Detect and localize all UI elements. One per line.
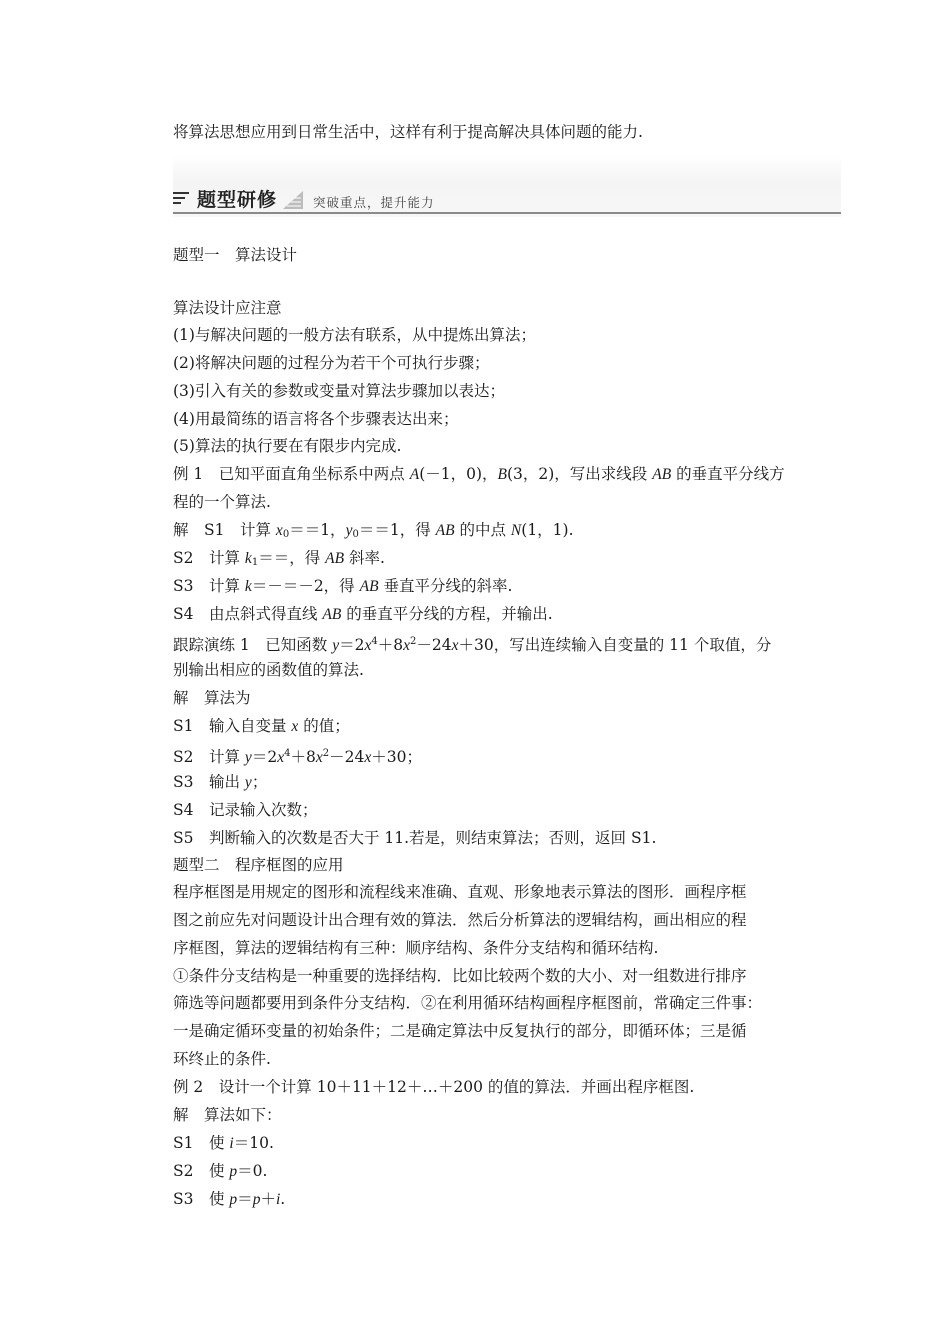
practice1-line1: 跟踪演练 1 已知函数 $y=2x^4+8x^2-24x+30$，写出连续输入自变量的 11 个取值，分 [173, 636, 772, 654]
type2-paragraph-line: 程序框图是用规定的图形和流程线来准确、直观、形象地表示算法的图形．画程序框 [173, 883, 747, 901]
example2-line1: 例 2 设计一个计算 10＋11＋12＋…＋200 的值的算法．并画出程序框图. [173, 1078, 695, 1096]
section-title: 题型研修 [197, 189, 278, 211]
type1-heading: 题型一 算法设计 [173, 246, 298, 264]
section-subtitle: 突破重点，提升能力 [313, 195, 435, 210]
example1-step3: S3 计算 k＝－＝－2，得 AB 垂直平分线的斜率. [173, 577, 513, 595]
example2-solution: 解 算法如下： [173, 1106, 282, 1124]
example1-step4: S4 由点斜式得直线 AB 的垂直平分线的方程，并输出. [173, 605, 553, 623]
example2-step3: S3 使 p＝p＋i. [173, 1190, 286, 1208]
example2-step2: S2 使 p＝0. [173, 1162, 268, 1180]
practice1-step5: S5 判断输入的次数是否大于 11.若是，则结束算法；否则，返回 S1. [173, 829, 657, 847]
practice1-step3: S3 输出 y； [173, 773, 268, 791]
example1-step1: 解 S1 计算 $x_0==1$，$y_0==1$，得 AB 的中点 N(1，1). [173, 521, 574, 540]
section-rule [173, 212, 841, 214]
type2-paragraph-line: 图之前应先对问题设计出合理有效的算法．然后分析算法的逻辑结构，画出相应的程 [173, 911, 747, 929]
practice1-line2: 别输出相应的函数值的算法. [173, 661, 364, 679]
notes-item: (1)与解决问题的一般方法有联系，从中提炼出算法； [173, 326, 536, 344]
example2-step1: S1 使 i＝10. [173, 1134, 274, 1152]
example1-line1: 例 1 已知平面直角坐标系中两点 A(－1，0)，B(3，2)，写出求线段 AB 的垂直平分线方 [173, 465, 785, 483]
notes-item: (2)将解决问题的过程分为若干个可执行步骤； [173, 354, 490, 372]
type2-paragraph-line: 环终止的条件. [173, 1050, 271, 1068]
notes-heading: 算法设计应注意 [173, 299, 282, 317]
type2-heading: 题型二 程序框图的应用 [173, 856, 344, 874]
type2-paragraph-line: 筛选等问题都要用到条件分支结构．②在利用循环结构画程序框图前，常确定三件事： [173, 994, 763, 1012]
intro-text: 将算法思想应用到日常生活中，这样有利于提高解决具体问题的能力. [173, 123, 643, 141]
practice1-step1: S1 输入自变量 x 的值； [173, 717, 350, 735]
notes-item: (3)引入有关的参数或变量对算法步骤加以表达； [173, 382, 505, 400]
type2-paragraph-line: 序框图，算法的逻辑结构有三种：顺序结构、条件分支结构和循环结构. [173, 939, 659, 957]
type2-paragraph-line: 一是确定循环变量的初始条件；二是确定算法中反复执行的部分，即循环体；三是循 [173, 1022, 747, 1040]
triangle-decoration-icon [283, 191, 303, 209]
stripes-icon [173, 190, 191, 208]
notes-item: (5)算法的执行要在有限步内完成. [173, 437, 402, 455]
notes-item: (4)用最简练的语言将各个步骤表达出来； [173, 410, 459, 428]
section-header [173, 155, 841, 217]
practice1-solution: 解 算法为 [173, 689, 251, 707]
type2-paragraph-line: ①条件分支结构是一种重要的选择结构．比如比较两个数的大小、对一组数进行排序 [173, 967, 747, 985]
practice1-step4: S4 记录输入次数； [173, 801, 318, 819]
practice1-step2: S2 计算 $y=2x^4+8x^2-24x+30$； [173, 748, 422, 766]
example1-step2: S2 计算 $k_1==$，得 AB 斜率. [173, 549, 385, 568]
example1-line2: 程的一个算法. [173, 493, 271, 511]
